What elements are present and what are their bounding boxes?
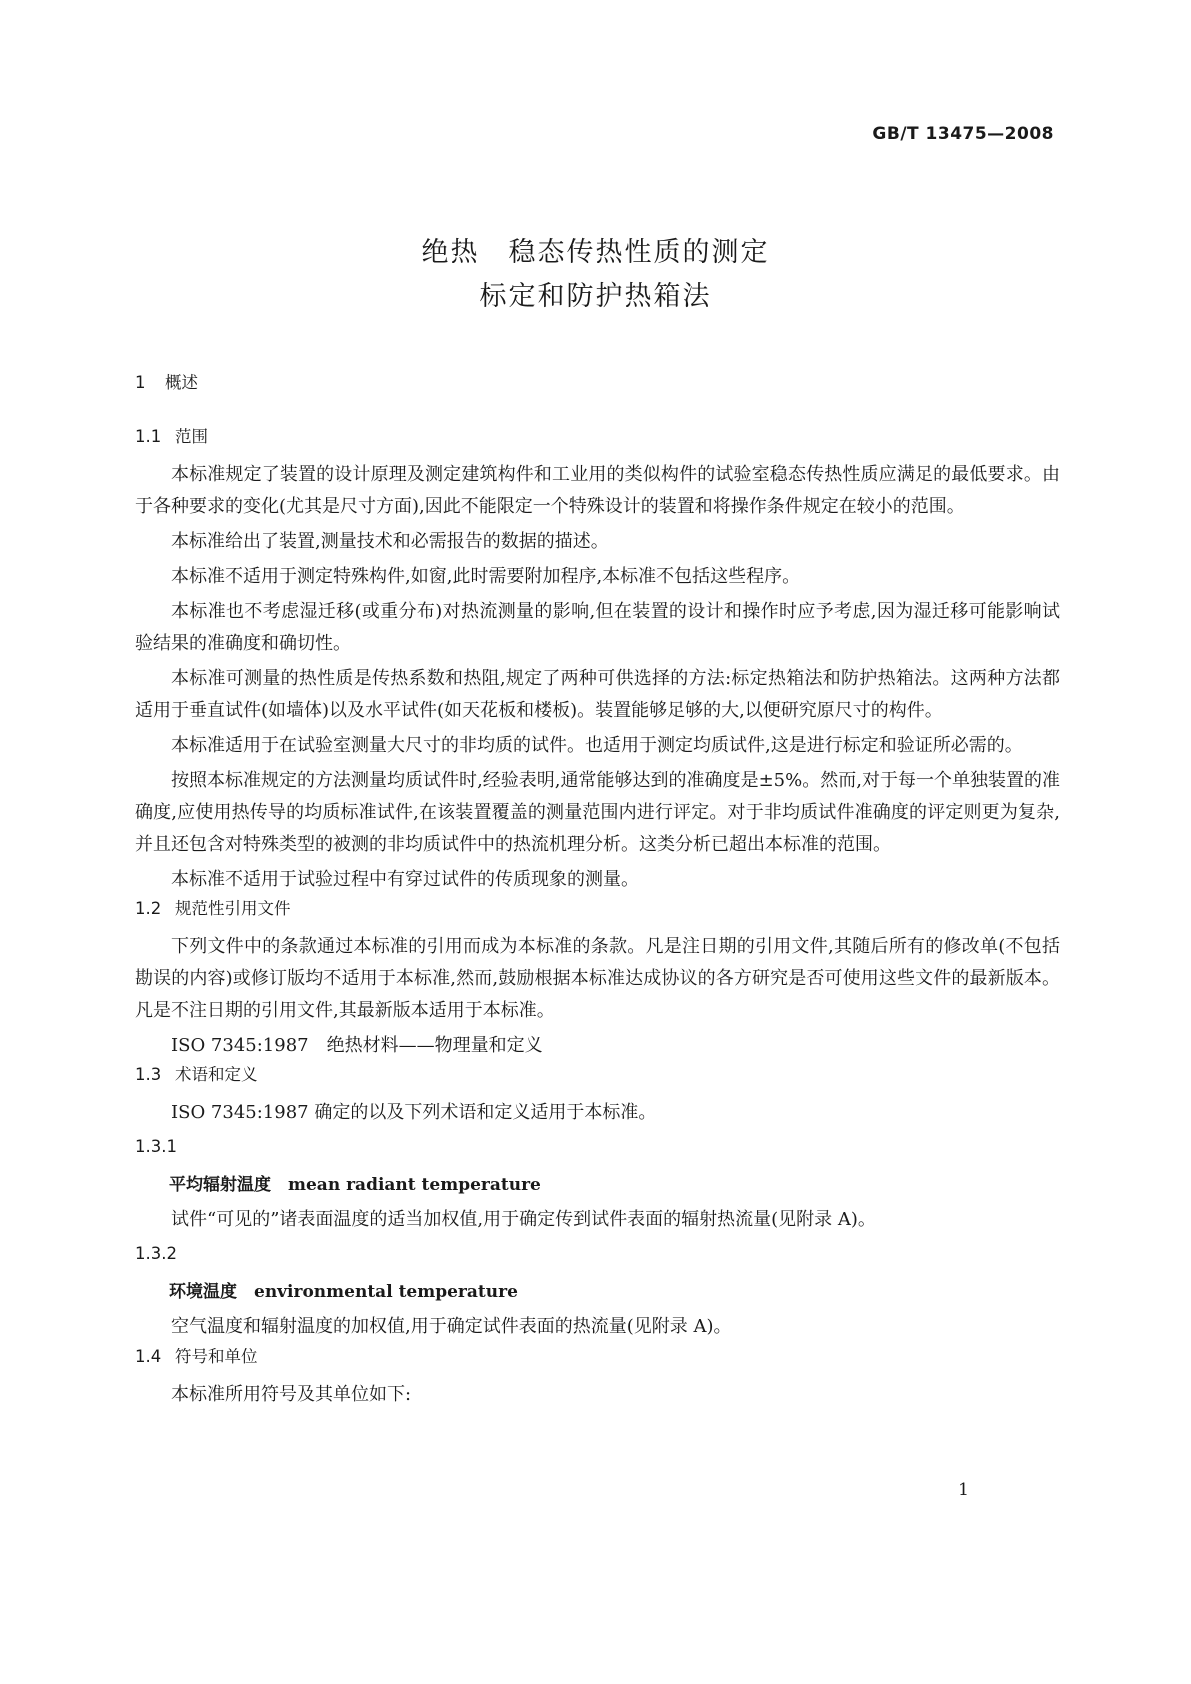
paragraph: 本标准也不考虑湿迁移(或重分布)对热流测量的影响,但在装置的设计和操作时应予考虑,因为湿迁移可能影响试验结果的准确度和确切性。	[135, 601, 1060, 654]
section-1-4-heading	[135, 1347, 1060, 1367]
term-name: 环境温度 environmental temperature	[169, 1282, 518, 1302]
document-title-line2: 标定和防护热箱法	[479, 281, 712, 312]
section-number: 1.3	[135, 1065, 162, 1084]
section-number: 1.2	[135, 899, 162, 918]
paragraph: 本标准不适用于试验过程中有穿过试件的传质现象的测量。	[171, 869, 639, 890]
term-number: 1.3.1	[135, 1137, 177, 1156]
paragraph: 按照本标准规定的方法测量均质试件时,经验表明,通常能够达到的准确度是±5%。然而,对于每一个单独装置的准确度,应使用热传导的均质标准试件,在该装置覆盖的测量范围内进行评定。对于非均质试件准确度的评定则更为复杂,并且还包含对特殊类型的被测的非均质试件中的热流机理分析。这类分析已超出本标准的范围。	[135, 770, 1060, 855]
section-title: 概述	[165, 373, 198, 392]
term-definition: 空气温度和辐射温度的加权值,用于确定试件表面的热流量(见附录 A)。	[171, 1316, 732, 1337]
standard-number: GB/T 13475—2008	[872, 124, 1054, 144]
paragraph: 本标准可测量的热性质是传热系数和热阻,规定了两种可供选择的方法:标定热箱法和防护热箱法。这两种方法都适用于垂直试件(如墙体)以及水平试件(如天花板和楼板)。装置能够足够的大,以便研究原尺寸的构件。	[135, 668, 1060, 721]
section-1-3-heading	[135, 1065, 1060, 1085]
normative-reference: ISO 7345:1987 绝热材料——物理量和定义	[171, 1035, 543, 1056]
paragraph: 本标准给出了装置,测量技术和必需报告的数据的描述。	[171, 531, 609, 552]
document-title-line1: 绝热 稳态传热性质的测定	[421, 237, 770, 268]
section-number: 1.1	[135, 427, 162, 446]
page-number: 1	[958, 1480, 969, 1500]
section-number: 1.4	[135, 1347, 162, 1366]
section-title: 术语和定义	[175, 1065, 258, 1084]
section-1-heading	[135, 373, 1060, 427]
paragraph: 本标准适用于在试验室测量大尺寸的非均质的试件。也适用于测定均质试件,这是进行标定和验证所必需的。	[171, 735, 1023, 756]
section-title: 符号和单位	[175, 1347, 258, 1366]
section-1-2-heading	[135, 899, 1060, 919]
section-number: 1	[135, 373, 146, 392]
paragraph: 本标准规定了装置的设计原理及测定建筑构件和工业用的类似构件的试验室稳态传热性质应满足的最低要求。由于各种要求的变化(尤其是尺寸方面),因此不能限定一个特殊设计的装置和将操作条件规定在较小的范围。	[135, 464, 1060, 517]
paragraph: 本标准所用符号及其单位如下:	[171, 1384, 412, 1405]
term-name: 平均辐射温度 mean radiant temperature	[169, 1175, 541, 1195]
section-title: 规范性引用文件	[175, 899, 291, 918]
section-title: 范围	[175, 427, 208, 446]
term-definition: 试件“可见的”诸表面温度的适当加权值,用于确定传到试件表面的辐射热流量(见附录 A)。	[171, 1209, 876, 1230]
document-body	[135, 373, 1060, 1414]
paragraph: 本标准不适用于测定特殊构件,如窗,此时需要附加程序,本标准不包括这些程序。	[171, 566, 801, 587]
paragraph: ISO 7345:1987 确定的以及下列术语和定义适用于本标准。	[171, 1102, 657, 1123]
section-1-1-heading	[135, 427, 1060, 447]
paragraph: 下列文件中的条款通过本标准的引用而成为本标准的条款。凡是注日期的引用文件,其随后所有的修改单(不包括勘误的内容)或修订版均不适用于本标准,然而,鼓励根据本标准达成协议的各方研究是否可使用这些文件的最新版本。凡是不注日期的引用文件,其最新版本适用于本标准。	[135, 936, 1060, 1021]
term-number: 1.3.2	[135, 1244, 177, 1263]
